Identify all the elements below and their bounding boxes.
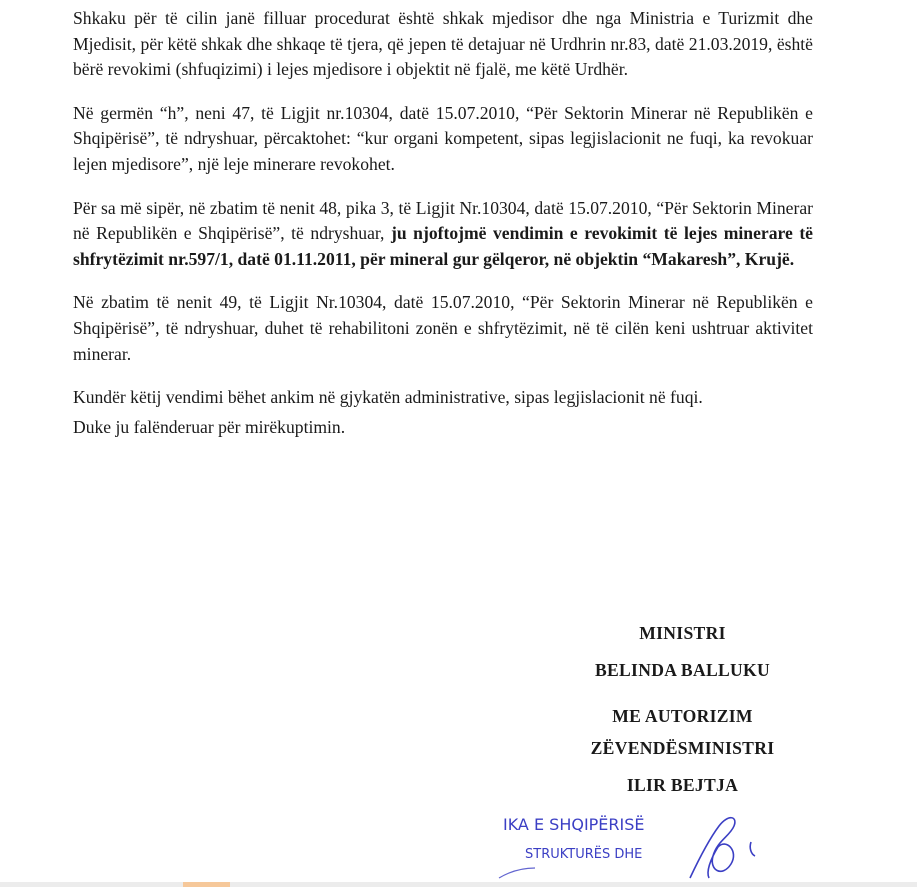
signature-title: MINISTRI — [639, 623, 726, 643]
letter-body — [73, 6, 813, 458]
signature-name: BELINDA BALLUKU — [594, 660, 771, 680]
paragraph-3-bold-text: ju njoftojmë vendimin e revokimit të lejes minerare të shfrytëzimit nr.597/1, datë 01.11.2011, për mineral gur gëlqeror, në objektin “Makaresh”, Krujë. — [73, 223, 813, 269]
signature-authorization: ME AUTORIZIM — [612, 706, 753, 726]
signature-deputy-name: ILIR BEJTJA — [626, 775, 739, 795]
paragraph-2: Në germën “h”, neni 47, të Ligjit nr.10304, datë 15.07.2010, “Për Sektorin Minerar në Republikën e Shqipërisë”, të ndryshuar, përcaktohet: “kur organi kompetent, sipas legjislacionit ne fuqi, ka revokuar lejen mjedisore”, një leje minerare revokohet. — [73, 102, 813, 174]
signature-deputy-title: ZËVENDËSMINISTRI — [590, 738, 775, 758]
viewer-bottom-accent — [183, 882, 230, 887]
stamp-ring — [499, 868, 535, 878]
closing-line: Duke ju falënderuar për mirëkuptimin. — [73, 416, 346, 437]
paragraph-4: Në zbatim të nenit 49, të Ligjit Nr.10304, datë 15.07.2010, “Për Sektorin Minerar në Republikën e Shqipërisë”, të ndryshuar, duhet të rehabilitoni zonën e shfrytëzimit, në të cilën keni ushtruar aktivitet minerar. — [73, 292, 813, 364]
signature-scribble — [690, 818, 735, 878]
official-stamp-and-signature — [495, 806, 765, 880]
stamp-text-outer: IKA E SHQIPËRISË — [503, 815, 645, 834]
paragraph-3-text: Për sa më sipër, në zbatim të nenit 48, pika 3, të Ligjit Nr.10304, datë 15.07.2010, “Për Sektorin Minerar në Republikën e Shqipërisë”, të ndryshuar, — [73, 197, 813, 244]
stamp-text-inner: STRUKTURËS DHE — [525, 847, 643, 862]
paragraph-1: Shkaku për të cilin janë filluar procedurat është shkak mjedisor dhe nga Ministria e Turizmit dhe Mjedisit, për këtë shkak dhe shkaqe të tjera, që jepen të detajuar në Urdhrin nr.83, datë 21.03.2019, është bërë revokimi (shfuqizimi) i lejes mjedisore i objektit në fjalë, me këtë Urdhër. — [73, 8, 813, 80]
paragraph-3 — [73, 196, 813, 273]
paragraph-5: Kundër këtij vendimi bëhet ankim në gjykatën administrative, sipas legjislacionit në fuqi. — [73, 387, 703, 408]
signature-stroke — [750, 842, 755, 856]
viewer-bottom-bar — [0, 882, 917, 887]
